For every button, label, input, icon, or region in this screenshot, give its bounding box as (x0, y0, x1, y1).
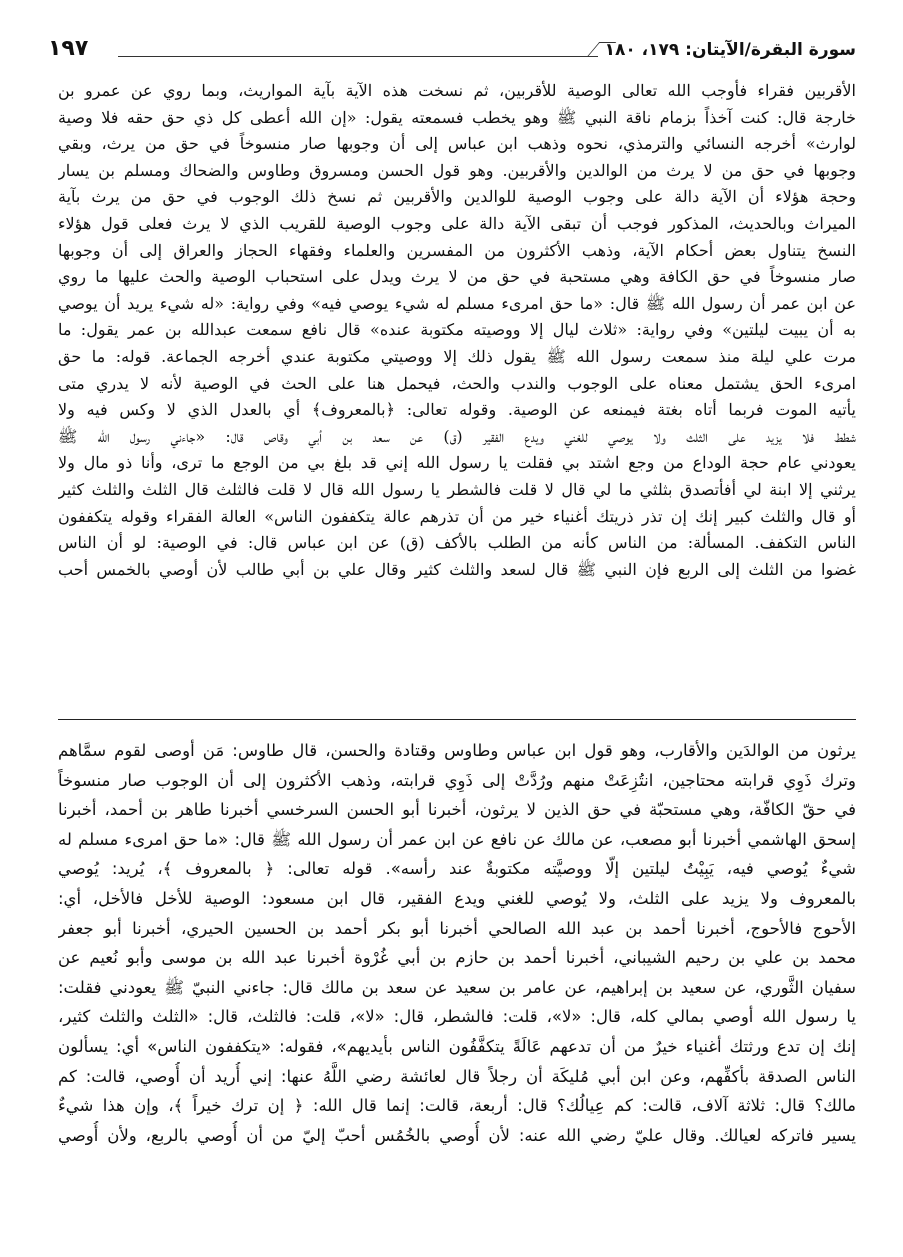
text-line: به أن يبيت ليلتين» وفي رواية: «ثلاث ليال إلا ووصيته مكتوبة عنده» قال نافع سمعت عبدالله بن عمر يقول: ما (58, 320, 856, 340)
text-line: يا رسول الله أوصي بمالي كله، قال: «لا»، قلت: فالشطر، قال: «لا»، قلت: فالثلث، قال: «الثلث والثلث كثير، (58, 1007, 856, 1027)
page-number: ١٩٧ (48, 36, 89, 61)
text-line: صار منسوخاً في حق الكافة وهي مستحبة في حق من لا يرث ويدل على استحباب الوصية والحث عليها ما روي (58, 267, 856, 287)
text-line: يرثني إلا ابنة لي أفأتصدق بثلثي ما لي قال لا قلت فالشطر يا رسول الله قال لا قلت فالثلث قال الثلث والثلث كثير (58, 479, 856, 499)
text-line: يعودني عام حجة الوداع من وجع اشتد بي فقلت يا رسول الله إني قد بلغ بي من الوجع ما ترى، وأنا ذو مال ولا (58, 453, 856, 473)
text-line: يسير فاتركه لعيالك. وقال عليّ رضي الله عنه: لأن أُوصي بالخُمُس أحبّ إليّ من أن أُوصي بالربع، ولأن أُوصي (58, 1125, 856, 1145)
text-line: بالمعروف ولا يزيد على الثلث، ولا يُوصي للغني ويدع الفقير، قال ابن مسعود: الوصية للأخل فالأخل، أي: (58, 888, 856, 908)
text-line: سفيان الثَّوري، عن سعيد بن إبراهيم، عن عامر بن سعيد عن سعد بن مالك قال: جاءني النبيّ ﷺ يعودني فقلت: (58, 977, 856, 997)
text-line: يأتيه الموت فربما أتاه بغتة فيمنعه عن الوصية. وقوله تعالى: ﴿بالمعروف﴾ أي بالعدل الذي لا وكس فيه ولا (58, 400, 856, 420)
text-line: خارجة قال: كنت آخذاً بزمام ناقة النبي ﷺ وهو يخطب فسمعته يقول: «إن الله أعطى كل ذي حق حقه فلا وصية (58, 107, 856, 127)
text-line: الناس الصدقة بأكفِّهم، وعن ابن أبي مُليكَة أن رجلاً قال لعائشة رضي اللَّهُ عنها: إني أُريد أن أُوصي، قالت: كم (58, 1066, 856, 1086)
text-line: النسخ يتناول بعض أحكام الآية، وذهب الأكثرون من المفسرين والعلماء وفقهاء الحجاز والعراق إلى أن وجوبها (58, 240, 856, 260)
text-line: الناس التكفف. المسألة: من الناس كأنه من الطلب بالأكف (ق) عن ابن عباس قال: في الوصية: لو أن الناس (58, 533, 856, 553)
text-line: الأقربين فقراء فأوجب الله تعالى الوصية للأقربين، ثم نسخت هذه الآية بآية المواريث، وبما روي عن عمرو بن (58, 81, 856, 100)
text-line: وترك ذَوِي قرابته محتاجين، انتُزِعَتْ منهم ورُدَّتْ إلى ذَوِي قرابته، وذهب الأكثرون إلى أن الوجوب صار منسوخاً (58, 770, 856, 790)
text-line: وجوبها في حق من لا يرث من الوالدين والأقربين. وهو قول الحسن ومسروق وطاوس والضحاك ومسلم بن يسار (58, 160, 856, 180)
text-line: غضوا من الثلث إلى الربع فإن النبي ﷺ قال لسعد والثلث كثير وقال علي بن أبي طالب لأن أوصي بالخمس أحب (58, 559, 856, 579)
text-line: عن ابن عمر أن رسول الله ﷺ قال: «ما حق امرىء مسلم له شيء يوصي فيه» وفي رواية: «له شيء يريد أن يوصي (58, 293, 856, 313)
secondary-commentary (58, 736, 856, 1150)
text-line: الأحوج فالأحوج، أخبرنا أحمد بن عبد الله الصالحي أخبرنا أبو بكر أحمد بن الحسين الحيري، أخبرنا أبو جعفر (58, 918, 856, 938)
text-line: يرثون من الوالدَين والأقارب، وهو قول ابن عباس وطاوس وقتادة والحسن، قال طاوس: مَن أوصى لقوم سمَّاهم (58, 741, 856, 760)
text-line: في حقّ الكافّة، وهي مستحبّة في حق الذين لا يرثون، أخبرنا أبو الحسن السرخسي أخبرنا طاهر بن أحمد، أخبرنا (58, 800, 856, 820)
text-line: شطط فلا يزيد على الثلث ولا يوصي للغني ويدع الفقير (ق) عن سعد بن أبي وقاص قال: «جاءني رسول الله ﷺ (58, 426, 856, 446)
text-line: إنك إن تدع ورثتك أغنياء خيرٌ من أن تدعهم عَالَةً يتكفَّفُون الناس بأيديهم»، فقوله: «يتكففون الناس» أي: يسألون (58, 1036, 856, 1056)
page-header (48, 36, 856, 68)
text-line: الميراث وبالحديث، المذكور فوجب أن تبقى الآية دالة على وجوب الوصية للقريب الذي لا يرث فعلى قول هؤلاء (58, 213, 856, 233)
header-rule (118, 56, 598, 57)
text-line: شيءٌ يُوصي فيه، يَبِيْتُ ليلتين إلّا ووصيَّته مكتوبةٌ عند رأسه». قوله تعالى: ﴿ بالمعروف ﴾، يُريد: يُوصي (58, 859, 856, 879)
section-divider (58, 719, 856, 720)
text-line: وحجة هؤلاء أن الآية دالة على وجوب الوصية للوالدين والأقربين ثم نسخ ذلك الوجوب في حق من يرث بآية (58, 187, 856, 207)
text-line: أو قال والثلث كبير إنك إن تذر ذريتك أغنياء خير من أن تذرهم عالة يتكففون الناس» العالة الفقراء وقوله يتكففون (58, 506, 856, 526)
text-line: امرىء الحق يشتمل معناه على الوجوب والندب والحث، فيحمل هنا على الحث في الوصية لأنه لا يدري متى (58, 373, 856, 393)
text-line: لوارث» أخرجه النسائي والترمذي، نحوه وذهب ابن عباس إلى أن وجوبها صار منسوخاً في حق من يرث، وبقي (58, 134, 856, 154)
text-line: مالك؟ قال: ثلاثة آلاف، قالت: كم عِيالُك؟ قال: أربعة، قالت: إنما قال الله: ﴿ إن ترك خيراً ﴾، وإن هذا شيءٌ (58, 1096, 856, 1116)
text-line: إسحق الهاشمي أخبرنا أبو مصعب، عن مالك عن نافع عن ابن عمر أن رسول الله ﷺ قال: «ما حق امرىء مسلم له (58, 829, 856, 849)
text-line: مرت علي ليلة منذ سمعت رسول الله ﷺ يقول ذلك إلا ووصيتي مكتوبة عندي أخرجه الجماعة. قوله: ما حق (58, 346, 856, 366)
running-title: سورة البقرة/الآيتان: ١٧٩، ١٨٠ (604, 40, 856, 60)
main-commentary (58, 78, 856, 583)
text-line: محمد بن علي بن رحيم الشيباني، أخبرنا أحمد بن حازم بن أبي غُرْوة أخبرنا عبد الله بن موسى وأبو نُعيم عن (58, 948, 856, 968)
